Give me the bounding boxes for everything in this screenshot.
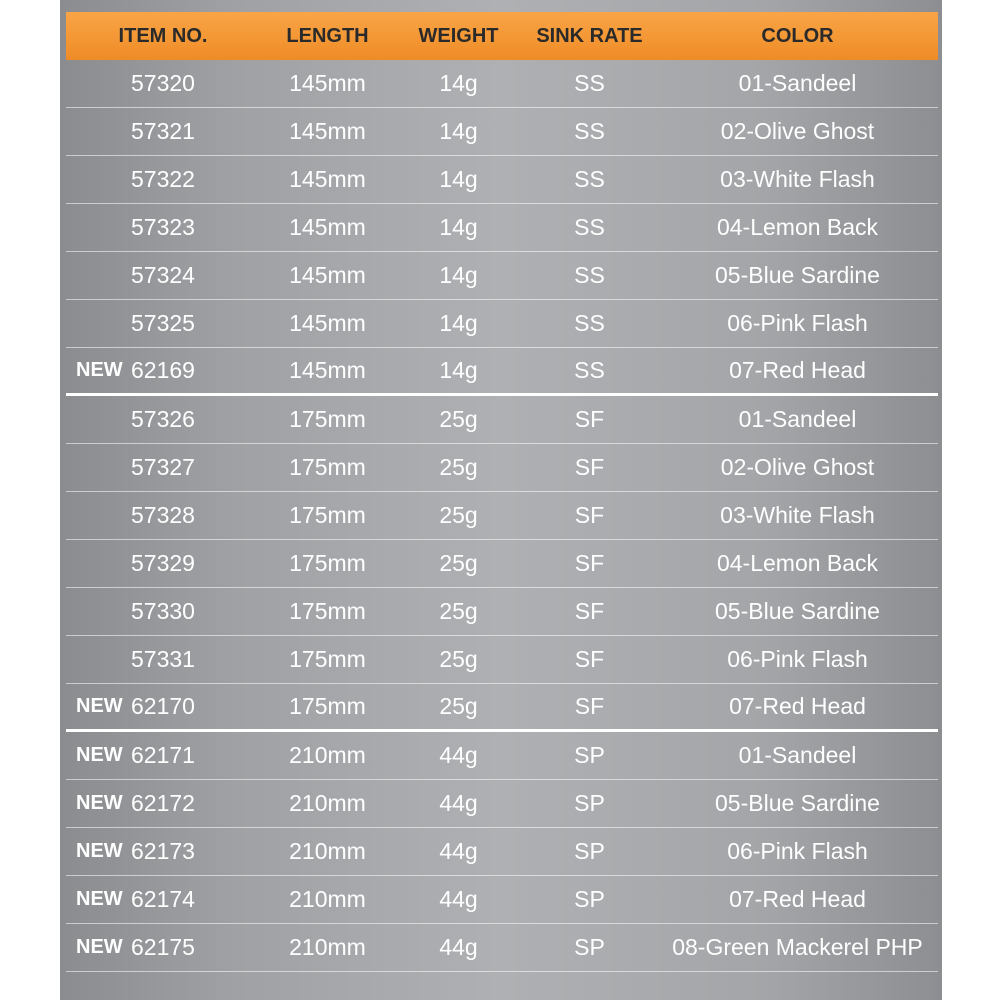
item-number: 57325	[131, 310, 195, 336]
item-cell	[66, 540, 260, 587]
table-row	[66, 684, 938, 732]
weight-cell: 14g	[439, 166, 478, 192]
table-row	[66, 396, 938, 444]
sink-rate-cell: SS	[574, 70, 605, 96]
table-row	[66, 876, 938, 924]
table-row	[66, 204, 938, 252]
length-cell: 210mm	[289, 742, 366, 768]
weight-cell: 44g	[439, 934, 478, 960]
length-cell: 145mm	[289, 70, 366, 96]
item-number: 57321	[131, 118, 195, 144]
header-item-no: ITEM NO.	[118, 24, 208, 47]
length-cell: 175mm	[289, 550, 366, 576]
color-cell: 02-Olive Ghost	[720, 118, 875, 144]
length-cell: 175mm	[289, 646, 366, 672]
item-number: 57330	[131, 598, 195, 624]
sink-rate-cell: SS	[574, 166, 605, 192]
item-number: 57327	[131, 454, 195, 480]
item-cell	[66, 636, 260, 683]
item-number: 57323	[131, 214, 195, 240]
new-badge: NEW	[76, 744, 123, 766]
sink-rate-cell: SF	[574, 598, 605, 624]
item-number: 62175	[131, 934, 195, 960]
table-body	[66, 60, 938, 972]
item-cell	[66, 588, 260, 635]
item-number: 57328	[131, 502, 195, 528]
weight-cell: 14g	[439, 357, 478, 383]
item-number: 62171	[131, 742, 195, 768]
weight-cell: 25g	[439, 693, 478, 719]
color-cell: 06-Pink Flash	[727, 310, 868, 336]
header-length: LENGTH	[286, 24, 369, 47]
table-row	[66, 348, 938, 396]
sink-rate-cell: SS	[574, 118, 605, 144]
color-cell: 05-Blue Sardine	[715, 790, 880, 816]
length-cell: 145mm	[289, 357, 366, 383]
item-cell	[66, 204, 260, 251]
item-cell	[66, 876, 260, 923]
color-cell: 07-Red Head	[729, 886, 866, 912]
sink-rate-cell: SF	[574, 646, 605, 672]
weight-cell: 25g	[439, 454, 478, 480]
color-cell: 01-Sandeel	[738, 742, 857, 768]
length-cell: 145mm	[289, 214, 366, 240]
table-row	[66, 444, 938, 492]
item-number: 62172	[131, 790, 195, 816]
sink-rate-cell: SF	[574, 454, 605, 480]
weight-cell: 25g	[439, 502, 478, 528]
item-cell	[66, 828, 260, 875]
table-row	[66, 492, 938, 540]
color-cell: 03-White Flash	[720, 166, 875, 192]
length-cell: 145mm	[289, 118, 366, 144]
sink-rate-cell: SS	[574, 262, 605, 288]
item-cell	[66, 492, 260, 539]
color-cell: 03-White Flash	[720, 502, 875, 528]
header-color: COLOR	[761, 24, 834, 47]
length-cell: 145mm	[289, 310, 366, 336]
header-weight: WEIGHT	[418, 24, 499, 47]
new-badge: NEW	[76, 792, 123, 814]
length-cell: 175mm	[289, 693, 366, 719]
weight-cell: 25g	[439, 598, 478, 624]
color-cell: 08-Green Mackerel PHP	[672, 934, 923, 960]
item-number: 57329	[131, 550, 195, 576]
color-cell: 05-Blue Sardine	[715, 262, 880, 288]
weight-cell: 14g	[439, 70, 478, 96]
weight-cell: 25g	[439, 646, 478, 672]
item-number: 57331	[131, 646, 195, 672]
color-cell: 01-Sandeel	[738, 70, 857, 96]
item-number: 62170	[131, 693, 195, 719]
color-cell: 06-Pink Flash	[727, 838, 868, 864]
table-row	[66, 732, 938, 780]
sink-rate-cell: SS	[574, 357, 605, 383]
product-spec-table	[66, 12, 938, 972]
item-cell	[66, 396, 260, 443]
weight-cell: 44g	[439, 886, 478, 912]
weight-cell: 14g	[439, 262, 478, 288]
item-cell	[66, 684, 260, 729]
table-header	[66, 12, 938, 60]
length-cell: 145mm	[289, 166, 366, 192]
sink-rate-cell: SP	[574, 838, 605, 864]
length-cell: 175mm	[289, 406, 366, 432]
weight-cell: 25g	[439, 550, 478, 576]
sink-rate-cell: SF	[574, 693, 605, 719]
length-cell: 175mm	[289, 598, 366, 624]
table-row	[66, 780, 938, 828]
new-badge: NEW	[76, 888, 123, 910]
color-cell: 02-Olive Ghost	[720, 454, 875, 480]
length-cell: 175mm	[289, 454, 366, 480]
item-cell	[66, 732, 260, 779]
sink-rate-cell: SF	[574, 406, 605, 432]
weight-cell: 14g	[439, 310, 478, 336]
sink-rate-cell: SP	[574, 742, 605, 768]
item-cell	[66, 924, 260, 971]
weight-cell: 44g	[439, 838, 478, 864]
length-cell: 210mm	[289, 838, 366, 864]
sink-rate-cell: SP	[574, 790, 605, 816]
weight-cell: 44g	[439, 790, 478, 816]
item-number: 57320	[131, 70, 195, 96]
length-cell: 210mm	[289, 934, 366, 960]
length-cell: 175mm	[289, 502, 366, 528]
table-row	[66, 252, 938, 300]
new-badge: NEW	[76, 840, 123, 862]
item-cell	[66, 300, 260, 347]
color-cell: 06-Pink Flash	[727, 646, 868, 672]
table-row	[66, 60, 938, 108]
item-cell	[66, 444, 260, 491]
item-cell	[66, 60, 260, 107]
new-badge: NEW	[76, 359, 123, 381]
color-cell: 07-Red Head	[729, 693, 866, 719]
table-row	[66, 588, 938, 636]
color-cell: 05-Blue Sardine	[715, 598, 880, 624]
item-cell	[66, 252, 260, 299]
table-row	[66, 636, 938, 684]
item-cell	[66, 108, 260, 155]
header-sink-rate: SINK RATE	[536, 24, 643, 47]
new-badge: NEW	[76, 936, 123, 958]
sink-rate-cell: SF	[574, 550, 605, 576]
item-number: 62169	[131, 357, 195, 383]
table-row	[66, 300, 938, 348]
table-row	[66, 156, 938, 204]
item-cell	[66, 156, 260, 203]
weight-cell: 44g	[439, 742, 478, 768]
color-cell: 01-Sandeel	[738, 406, 857, 432]
sink-rate-cell: SS	[574, 214, 605, 240]
new-badge: NEW	[76, 695, 123, 717]
table-row	[66, 828, 938, 876]
weight-cell: 14g	[439, 118, 478, 144]
length-cell: 210mm	[289, 790, 366, 816]
item-number: 57322	[131, 166, 195, 192]
color-cell: 07-Red Head	[729, 357, 866, 383]
item-cell	[66, 348, 260, 393]
item-number: 57326	[131, 406, 195, 432]
weight-cell: 25g	[439, 406, 478, 432]
color-cell: 04-Lemon Back	[716, 550, 879, 576]
color-cell: 04-Lemon Back	[716, 214, 879, 240]
item-number: 62174	[131, 886, 195, 912]
table-row	[66, 108, 938, 156]
length-cell: 145mm	[289, 262, 366, 288]
weight-cell: 14g	[439, 214, 478, 240]
length-cell: 210mm	[289, 886, 366, 912]
item-number: 57324	[131, 262, 195, 288]
item-number: 62173	[131, 838, 195, 864]
sink-rate-cell: SP	[574, 886, 605, 912]
item-cell	[66, 780, 260, 827]
table-row	[66, 540, 938, 588]
table-row	[66, 924, 938, 972]
sink-rate-cell: SF	[574, 502, 605, 528]
sink-rate-cell: SS	[574, 310, 605, 336]
sink-rate-cell: SP	[574, 934, 605, 960]
